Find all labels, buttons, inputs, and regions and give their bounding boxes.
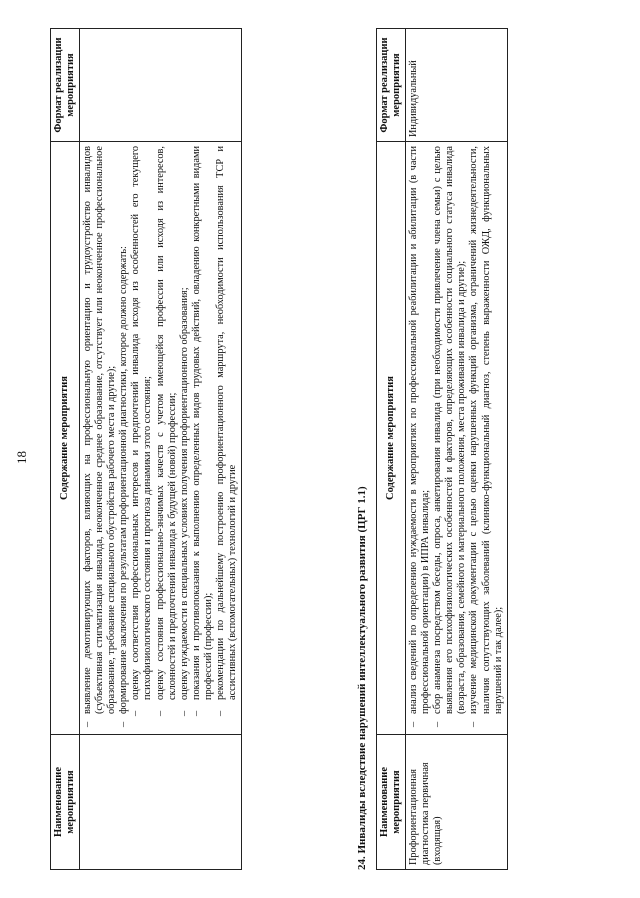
content-list	[82, 146, 239, 730]
list-item: – анализ сведений по определению нуждаемости в мероприятиях по профессиональной реабилитации и абилитации (в части профессиональной ориентации) в ИПРА инвалида;	[408, 146, 432, 730]
table-header-row	[51, 29, 80, 870]
activities-table-continued	[50, 28, 242, 870]
header-name: Наименование мероприятия	[377, 735, 406, 870]
content-list	[408, 146, 505, 730]
format-cell	[80, 29, 242, 142]
section-title: 24. Инвалиды вследствие нарушений интеллектуального развития (ЦРГ 1.1)	[356, 486, 368, 870]
activities-table-group-24	[376, 28, 508, 870]
format-cell: Индивидуальный	[406, 29, 508, 142]
list-item: – сбор анамнеза посредством беседы, опроса, анкетирования инвалида (при необходимости привлечение члена семьи) с целью выявления его психофизиологических особенностей и факторов, определяющих особенности социального статуса инвалида (возраста, образования, семейного и материального положения, места проживания инвалида и другие);	[432, 146, 468, 730]
list-item: – показания и противопоказания к выполнению определенных видов трудовых действий, овладению конкретными видами профессий (профессии);	[191, 146, 215, 730]
list-item: – оценку нуждаемости в специальных условиях получения профориентационного образования;	[179, 146, 191, 730]
header-content: Содержание мероприятия	[51, 142, 80, 735]
header-name: Наименование мероприятия	[51, 735, 80, 870]
list-item: – формирование заключения по результатам профориентационной диагностики, которое должно содержать:	[118, 146, 130, 730]
table-row	[406, 29, 508, 870]
header-content: Содержание мероприятия	[377, 142, 406, 735]
page-number: 18	[14, 451, 29, 464]
list-item: – рекомендации по дальнейшему построению профориентационного маршрута, необходимости использования ТСР и ассистивных (вспомогательных) технологий и другие	[215, 146, 239, 730]
list-item: – выявление демотивирующих факторов, влияющих на профессиональную ориентацию и трудоустройство инвалидов (субъективная стигматизация инвалида, неоконченное среднее образование, отсутствует или неоконченное профессиональное образование, требование специального обустройства рабочего места и другие);	[82, 146, 118, 730]
header-format: Формат реализации мероприятия	[377, 29, 406, 142]
list-item: – оценку состояния профессионально-значимых качеств с учетом имеющейся профессии или исходя из интересов, склонностей и предпочтений инвалида к будущей (новой) профессии;	[155, 146, 179, 730]
table-header-row	[377, 29, 406, 870]
table-row	[80, 29, 242, 870]
activity-content-cell	[406, 142, 508, 735]
list-item: – изучение медицинской документации с целью оценки нарушенных функций организма, ограничений жизнедеятельности, наличия сопутствующих заболеваний (клинико-функциональный диагноз, степень выраженности ОЖД, функциональных нарушений и так далее);	[468, 146, 504, 730]
activity-name-cell	[80, 735, 242, 870]
activity-content-cell	[80, 142, 242, 735]
header-format: Формат реализации мероприятия	[51, 29, 80, 142]
activity-name-cell: Профориентационная диагностика первичная (входящая)	[406, 735, 508, 870]
list-item: – оценку соответствия профессиональных интересов и предпочтений инвалида исходя из особенностей его текущего психофизиологического состояния и прогноза динамики этого состояния;	[130, 146, 154, 730]
